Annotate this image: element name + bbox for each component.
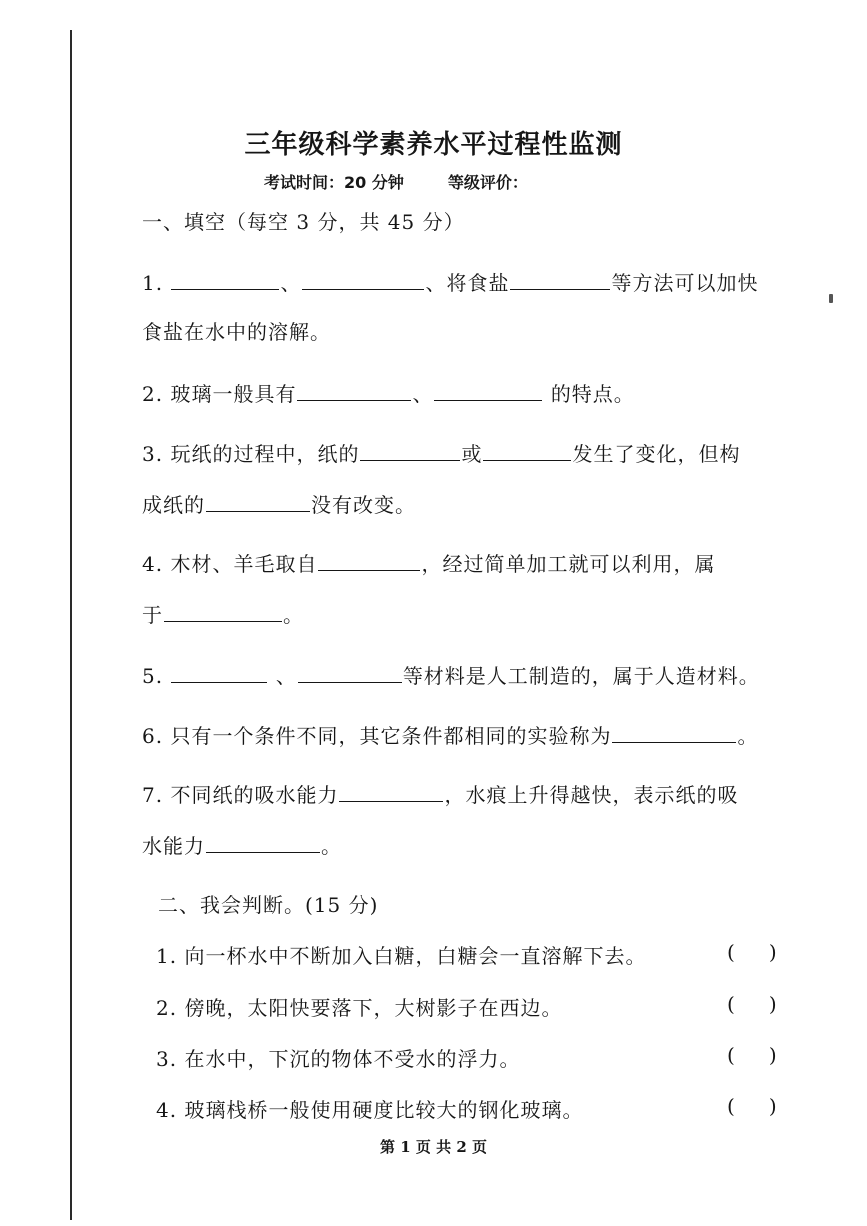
answer-blank[interactable]: [339, 800, 443, 802]
answer-parentheses[interactable]: ( ): [727, 940, 777, 964]
exam-meta: [264, 170, 528, 193]
question-7-line2: 水能力 。: [142, 834, 342, 858]
page-number: 第 1 页 共 2 页: [380, 1138, 487, 1156]
answer-blank[interactable]: [302, 288, 424, 290]
answer-parentheses[interactable]: ( ): [727, 992, 777, 1016]
question-6: 6. 只有一个条件不同，其它条件都相同的实验称为 。: [142, 724, 759, 748]
section1-heading: 一、填空（每空 3 分，共 45 分）: [142, 210, 465, 234]
answer-parentheses[interactable]: ( ): [727, 1043, 777, 1067]
question-5: 5. 、 等材料是人工制造的，属于人造材料。: [142, 664, 760, 688]
answer-blank[interactable]: [171, 288, 279, 290]
question-1: 1. 、 、将食盐 等方法可以加快: [142, 271, 759, 295]
answer-blank[interactable]: [164, 620, 282, 622]
exam-time: 考试时间：20 分钟: [264, 173, 404, 192]
answer-blank[interactable]: [206, 510, 310, 512]
section2-heading: 二、我会判断。(15 分): [158, 893, 379, 917]
grade-evaluation: 等级评价：: [447, 173, 528, 192]
answer-blank[interactable]: [298, 681, 402, 683]
answer-blank[interactable]: [360, 459, 460, 461]
answer-blank[interactable]: [318, 569, 420, 571]
question-1-line2: 食盐在水中的溶解。: [142, 320, 331, 344]
answer-blank[interactable]: [434, 399, 542, 401]
answer-blank[interactable]: [612, 741, 736, 743]
answer-blank[interactable]: [171, 681, 267, 683]
page-title: 三年级科学素养水平过程性监测: [244, 130, 623, 160]
answer-blank[interactable]: [206, 851, 320, 853]
judge-item-1: 1. 向一杯水中不断加入白糖，白糖会一直溶解下去。: [156, 944, 647, 968]
answer-blank[interactable]: [297, 399, 411, 401]
judge-item-2: 2. 傍晚，太阳快要落下，大树影子在西边。: [156, 996, 563, 1020]
judge-item-4: 4. 玻璃栈桥一般使用硬度比较大的钢化玻璃。: [156, 1098, 584, 1122]
question-4: 4. 木材、羊毛取自 ，经过简单加工就可以利用，属: [142, 552, 716, 576]
question-3-line2: 成纸的 没有改变。: [142, 493, 416, 517]
answer-blank[interactable]: [483, 459, 571, 461]
question-3: 3. 玩纸的过程中，纸的 或 发生了变化，但构: [142, 442, 741, 466]
question-7: 7. 不同纸的吸水能力 ，水痕上升得越快，表示纸的吸: [142, 783, 739, 807]
question-4-line2: 于 。: [142, 603, 304, 627]
binding-margin-line: [70, 30, 72, 1220]
question-2: 2. 玻璃一般具有 、 的特点。: [142, 382, 635, 406]
judge-item-3: 3. 在水中，下沉的物体不受水的浮力。: [156, 1047, 521, 1071]
answer-parentheses[interactable]: ( ): [727, 1094, 777, 1118]
scan-speck: [829, 294, 833, 303]
answer-blank[interactable]: [510, 288, 610, 290]
